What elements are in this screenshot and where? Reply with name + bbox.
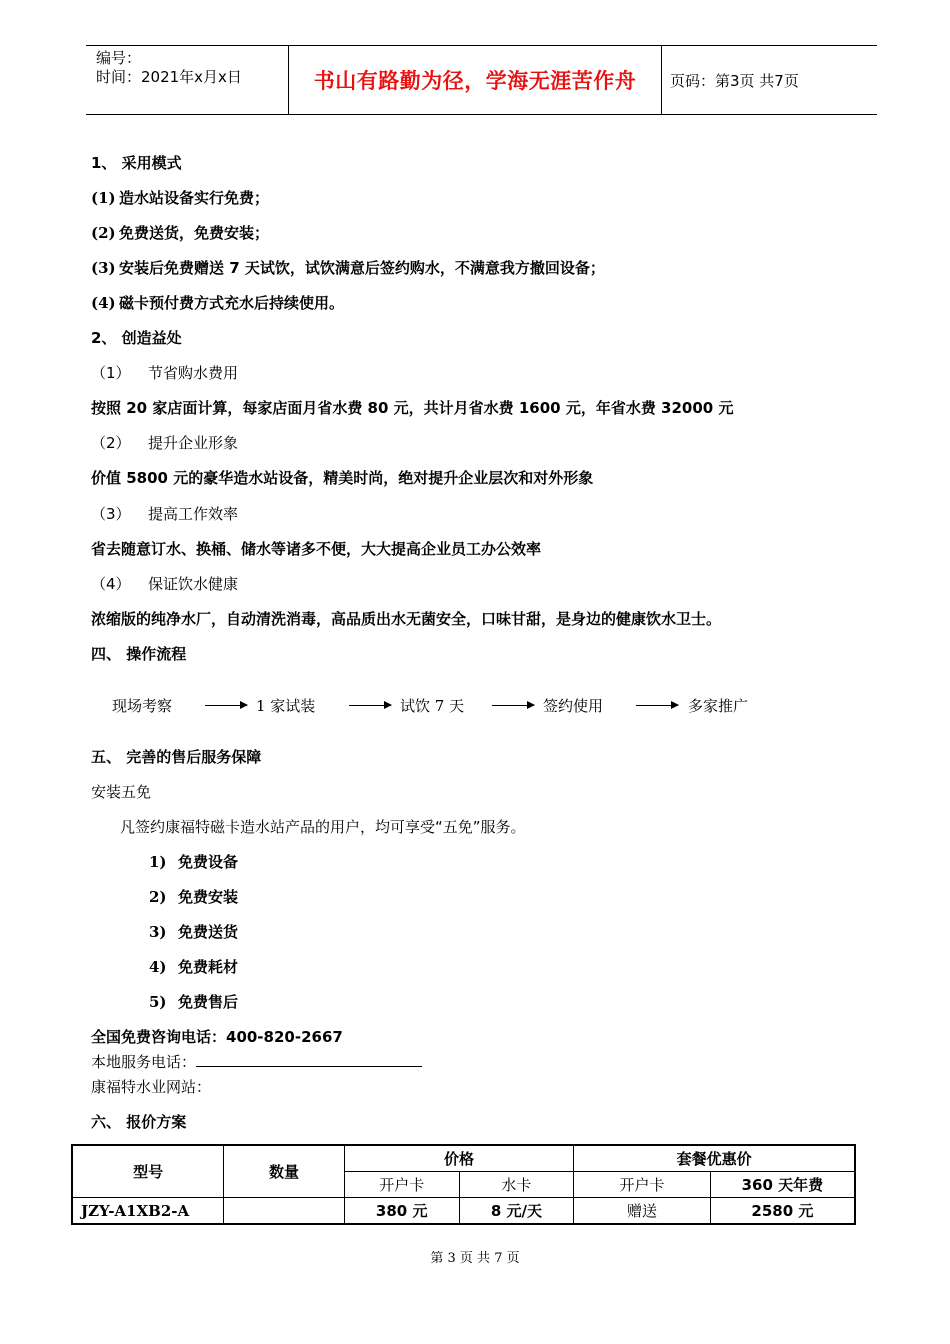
flow-step: 试饮 7 天 [400, 697, 465, 715]
service-item-text: 免费安装 [178, 888, 239, 906]
s1-item [91, 258, 605, 278]
s2-item-title: 提升企业形象 [148, 434, 239, 452]
s2-item-heading [91, 433, 238, 453]
section-1-title: 1、 采用模式 [91, 154, 182, 172]
service-item-text: 免费送货 [178, 923, 239, 941]
s2-item-heading [91, 504, 238, 524]
s2-item-title: 节省购水费用 [148, 364, 239, 382]
cell-annual-fee: 2580 元 [710, 1198, 855, 1225]
flow-step: 1 家试装 [256, 697, 316, 715]
service-item-num: 3) [149, 923, 167, 941]
flow-step: 签约使用 [543, 697, 604, 715]
service-item-text: 免费设备 [178, 853, 239, 871]
price-table [71, 1144, 856, 1225]
s2-item-desc: 价值 5800 元的豪华造水站设备，精美时尚，绝对提升企业层次和对外形象 [91, 469, 594, 487]
s2-item-heading [91, 574, 238, 594]
s1-item-text: 造水站设备实行免费； [119, 189, 270, 207]
code-label: 编号： [96, 49, 142, 67]
arrow-right-icon [636, 705, 678, 706]
section-2-title: 2、 创造益处 [91, 329, 182, 347]
s1-item-text: 免费送货，免费安装； [119, 224, 270, 242]
s2-item-num: （3） [91, 505, 131, 523]
s1-item-num: (1) [91, 189, 116, 207]
s1-item-num: (3) [91, 259, 116, 277]
arrow-right-icon [349, 705, 391, 706]
hotline: 全国免费咨询电话：400-820-2667 [91, 1028, 343, 1046]
service-item-num: 5) [149, 993, 167, 1011]
s1-item-text: 安装后免费赠送 7 天试饮，试饮满意后签约购水，不满意我方撤回设备； [119, 259, 605, 277]
header-model: 型号 [72, 1145, 224, 1198]
s1-item-num: (4) [91, 294, 116, 312]
table-row [72, 1198, 855, 1225]
local-phone [91, 1052, 422, 1072]
page-header [86, 45, 877, 115]
arrow-right-icon [492, 705, 534, 706]
header-meta [96, 49, 242, 87]
header-qty: 数量 [224, 1145, 345, 1198]
service-item [149, 957, 238, 977]
header-annual-fee: 360 天年费 [710, 1172, 855, 1198]
cell-open-card-package: 赠送 [574, 1198, 711, 1225]
section-5-subtitle: 安装五免 [91, 783, 152, 801]
s2-item-heading [91, 363, 238, 383]
header-price: 价格 [344, 1145, 573, 1172]
service-item [149, 887, 238, 907]
s1-item-text: 磁卡预付费方式充水后持续使用。 [119, 294, 345, 312]
cell-water-card: 8 元/天 [459, 1198, 574, 1225]
arrow-right-icon [205, 705, 247, 706]
service-item [149, 992, 238, 1012]
service-item-num: 1) [149, 853, 167, 871]
service-item-num: 2) [149, 888, 167, 906]
s2-item-desc: 浓缩版的纯净水厂，自动清洗消毒，高品质出水无菌安全，口味甘甜，是身边的健康饮水卫士。 [91, 610, 722, 628]
cell-qty [224, 1198, 345, 1225]
local-phone-label: 本地服务电话： [91, 1053, 197, 1071]
header-page-label: 页码：第3页 共7页 [670, 72, 799, 90]
service-item-num: 4) [149, 958, 167, 976]
cell-model: JZY-A1XB2-A [72, 1198, 224, 1225]
s2-item-num: （2） [91, 434, 131, 452]
header-water-card: 水卡 [459, 1172, 574, 1198]
service-item-text: 免费耗材 [178, 958, 239, 976]
section-5-intro: 凡签约康福特磁卡造水站产品的用户，均可享受“五免”服务。 [120, 818, 526, 836]
section-6-title: 六、 报价方案 [91, 1113, 187, 1131]
s2-item-num: （4） [91, 575, 131, 593]
s2-item-desc: 省去随意订水、换桶、储水等诸多不便，大大提高企业员工办公效率 [91, 540, 542, 558]
s2-item-num: （1） [91, 364, 131, 382]
time-label: 时间：2021年x月x日 [96, 68, 242, 86]
section-4-title: 四、 操作流程 [91, 645, 187, 663]
page-footer: 第 3 页 共 7 页 [430, 1251, 520, 1266]
local-phone-blank [196, 1052, 422, 1067]
s1-item [91, 223, 269, 243]
header-package: 套餐优惠价 [574, 1145, 855, 1172]
header-open-card: 开户卡 [344, 1172, 459, 1198]
header-open-card-package: 开户卡 [574, 1172, 711, 1198]
s2-item-title: 提高工作效率 [148, 505, 239, 523]
website-label: 康福特水业网站： [91, 1078, 212, 1096]
s1-item [91, 293, 344, 313]
s1-item-num: (2) [91, 224, 116, 242]
section-5-title: 五、 完善的售后服务保障 [91, 748, 262, 766]
service-item [149, 852, 238, 872]
service-item-text: 免费售后 [178, 993, 239, 1011]
flow-step: 现场考察 [112, 697, 173, 715]
header-motto: 书山有路勤为径，学海无涯苦作舟 [288, 46, 662, 114]
s2-item-title: 保证饮水健康 [148, 575, 239, 593]
cell-open-card: 380 元 [344, 1198, 459, 1225]
s2-item-desc: 按照 20 家店面计算，每家店面月省水费 80 元，共计月省水费 1600 元，年省水费 32000 元 [91, 399, 734, 417]
table-header-row [72, 1145, 855, 1172]
flow-step: 多家推广 [688, 697, 749, 715]
s1-item [91, 188, 269, 208]
service-item [149, 922, 238, 942]
